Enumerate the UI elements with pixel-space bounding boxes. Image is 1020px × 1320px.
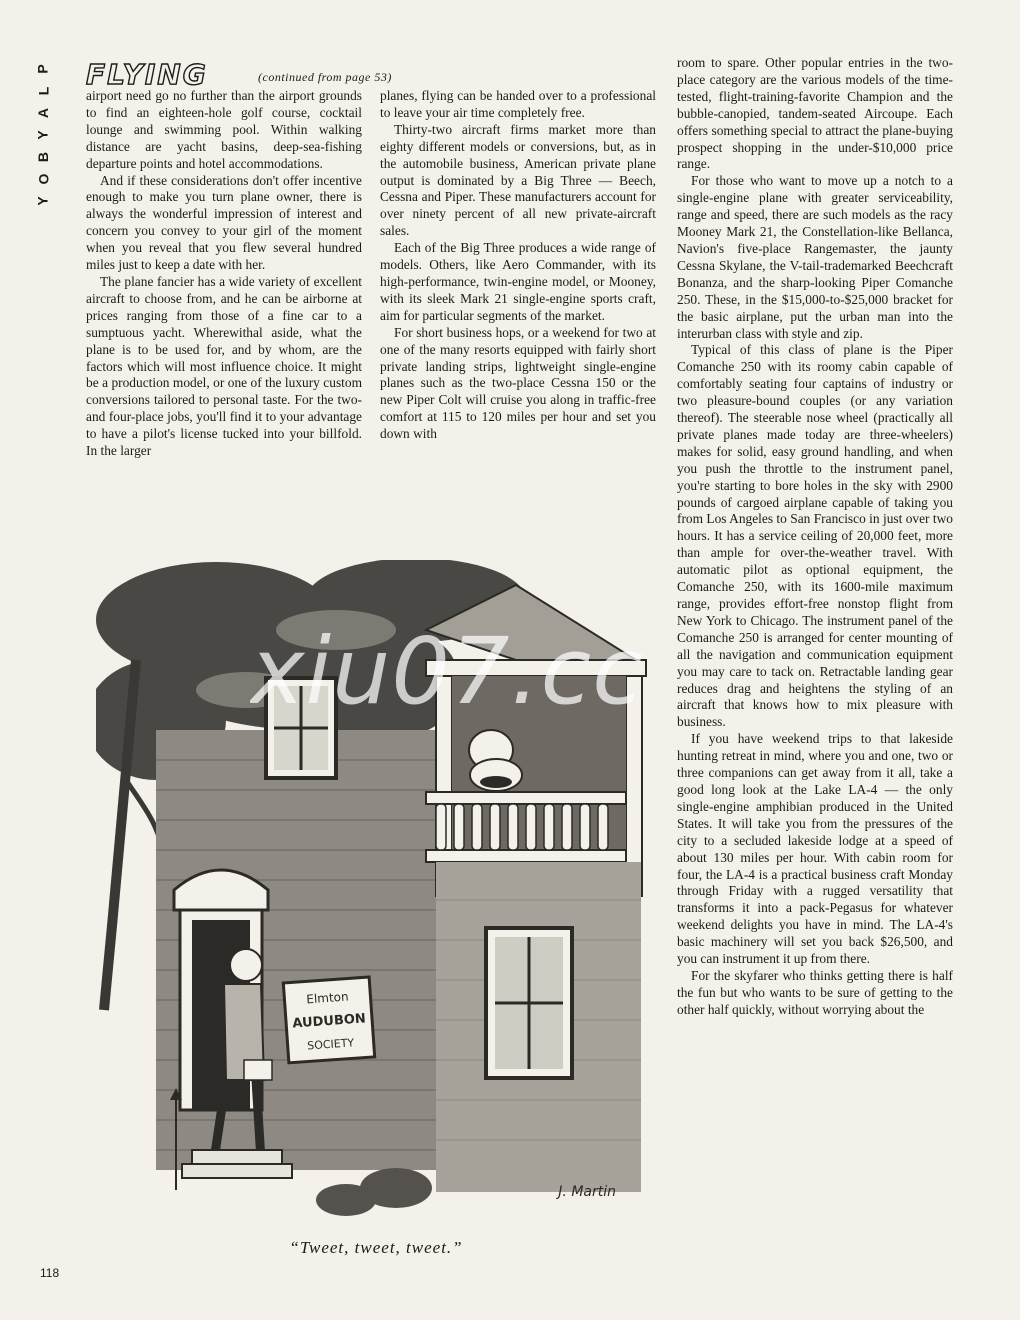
cartoon-caption: “Tweet, tweet, tweet.” — [289, 1238, 463, 1257]
brand-letter: A — [35, 107, 51, 119]
text-column-2 — [380, 88, 656, 443]
body-paragraph: Thirty-two aircraft firms market more than eighty different models or conversions, but, as in the automobile business, American private plane output is dominated by a Big Three — Beech, Cessna and Piper. These manufacturers account for over ninety percent of all new private-aircraft sales. — [380, 121, 656, 239]
audubon-sign — [283, 977, 374, 1063]
text-column-3 — [677, 55, 953, 1019]
page-number: 118 — [40, 1266, 60, 1280]
body-paragraph: For short business hops, or a weekend for two at one of the many resorts equipped with fairly short private landing strips, lightweight single-engine planes such as the two-place Cessna 150 or the new Piper Colt will cruise you along in traffic-free comfort at 115 to 120 miles per hour and set you down with — [380, 324, 656, 442]
brand-letter: B — [35, 151, 51, 163]
sign-text: Elmton — [305, 989, 350, 1007]
magazine-name-vertical — [32, 58, 54, 212]
continued-note: (continued from page 53) — [258, 70, 392, 84]
body-paragraph: The plane fancier has a wide variety of excellent aircraft to choose from, and he can be airborne at prices ranging from those of a fine car to a sumptuous yacht. Wherewithal aside, what the plane is to be used for, and by whom, are the factors which will most influence choice. It might be a production model, or one of the luxury custom conversions tailored to personal taste. For the two- and four-place jobs, you'll find it to your advantage to have a pilot's license tucked into your billfold. In the larger — [86, 273, 362, 459]
body-paragraph: For the skyfarer who thinks getting there is half the fun but who wants to be sure of getting to the other half quickly, without worrying about the — [677, 967, 953, 1017]
lower-window — [486, 928, 572, 1078]
body-paragraph: airport need go no further than the airport grounds to find an eighteen-hole golf course, cocktail lounge and swimming pool. Within walking distance are yacht basins, deep-sea-fishing departure points and hotel accommodations. — [86, 88, 362, 171]
body-paragraph: planes, flying can be handed over to a professional to leave your air time completely free. — [380, 88, 656, 120]
brand-letter: O — [34, 173, 51, 185]
brand-letter: L — [35, 86, 51, 96]
body-paragraph: If you have weekend trips to that lakeside hunting retreat in mind, where you and one, two or three companions can get away from it all, take a good long look at the Lake LA-4 — the only single-engine amphibian produced in the United States. It will take you from the pressures of the city to a secluded lakeside lodge at a speed of about 130 miles per hour. With cabin room for four, the LA-4 is a practical business craft Monday through Friday with a rugged versatility that transforms it into a pack-Pegasus for whatever weekend delights you have in mind. The LA-4's basic machinery will set you back $26,500, and you can instrument it up from there. — [677, 731, 953, 967]
body-paragraph: And if these considerations don't offer incentive enough to make you turn plane owner, there is always the wonderful impression of interest and concern you convey to your girl of the moment when you reveal that you flew several hundred miles just to keep a date with her. — [86, 172, 362, 273]
brand-letter: Y — [35, 196, 51, 206]
sign-text: AUDUBON — [291, 1011, 367, 1032]
section-title: FLYING — [86, 58, 208, 91]
body-paragraph: room to spare. Other popular entries in the two-place category are the various models of the time-tested, flight-training-favorite Champion and the bubble-canopied, tandem-seated Aircoupe. Each offers something special to attract the plane-buying prospect shopping in the under-$10,000 price range. — [677, 55, 953, 172]
watermark: xiu07.cc — [250, 618, 644, 725]
brand-letter: P — [35, 64, 51, 74]
body-paragraph: For those who want to move up a notch to a single-engine plane with greater serviceability, range and speed, there are such models as the racy Mooney Mark 21, the Constellation-like Bellanca, Navion's five-place Rangemaster, the jaunty Cessna Skylane, the V-tail-trademarked Beechcraft Bonanza, and the sharp-looking Piper Comanche 250. These, in the $15,000-to-$25,000 bracket for the basic airplane, put the urban man into the interurban class with style and zip. — [677, 173, 953, 341]
body-paragraph: Each of the Big Three produces a wide range of models. Others, like Aero Commander, with its high-performance, twin-engine model, or Mooney, with its sleek Mark 21 single-engine sports craft, aim for particular segments of the market. — [380, 240, 656, 323]
sign-text: SOCIETY — [306, 1036, 355, 1053]
body-paragraph: Typical of this class of plane is the Piper Comanche 250 with its roomy cabin capable of comfortably seating four captains of industry or two pleasure-bound couples (or any variation thereof). The steerable nose wheel (practically all private planes made today are three-wheelers) makes for solid, easy ground handling, and when you push the throttle to the instrument panel, you're starting to bore holes in the sky with 2900 pounds of cargoed airplane capable of taking you from Los Angeles to San Francisco in just over two hours. It has a service ceiling of 20,000 feet, more than ample for over-the-weather travel. With automatic pilot as optional equipment, the Comanche 250, with its 1600-mile maximum range, provides effort-free nonstop flight from New York to Chicago. The instrument panel of the Comanche 250 is arranged for center mounting of all the navigation and communication equipment you may care to tack on. Retractable landing gear reduces drag and heightens the styling of an aircraft that knows how to mix pleasure with business. — [677, 342, 953, 730]
text-column-1 — [86, 88, 362, 460]
brand-letter: Y — [35, 130, 51, 140]
artist-signature: J. Martin — [558, 1184, 616, 1200]
